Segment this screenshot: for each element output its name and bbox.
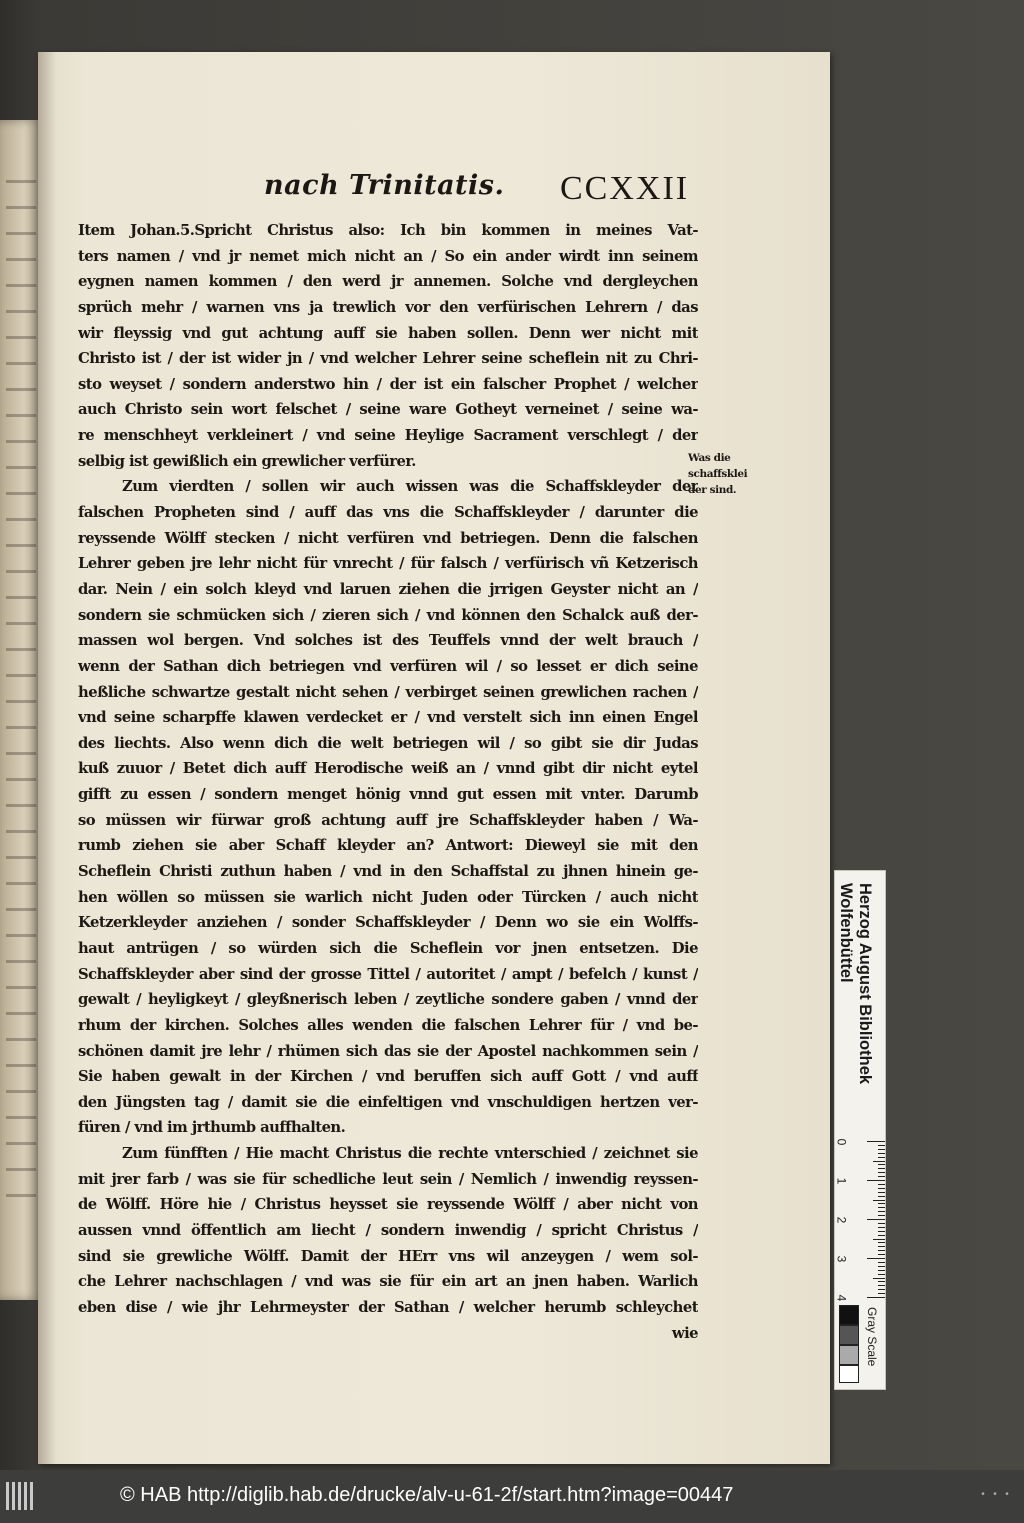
text-line: vnd seine scharpffe klawen verdecket er / vnd verstelt sich inn einen Engel: [78, 709, 698, 727]
ghost-text-line: [6, 882, 36, 885]
text-line: wir fleyssig vnd gut achtung auff sie haben sollen. Denn wer nicht mit: [78, 324, 698, 342]
ghost-text-line: [6, 934, 36, 937]
margin-note: [688, 450, 762, 498]
ghost-text-line: [6, 908, 36, 911]
ruler-tick: [878, 1184, 885, 1185]
text-line: gewalt / heyligkeyt / gleyßnerisch leben / zeytliche sondere gaben / vnnd der: [78, 991, 698, 1009]
ghost-text-line: [6, 492, 36, 495]
ruler-number: 2: [834, 1216, 849, 1224]
ghost-text-line: [6, 258, 36, 261]
ghost-text-line: [6, 674, 36, 677]
ruler-tick: [873, 1200, 885, 1201]
ruler-tick: [878, 1188, 885, 1189]
text-line: sprüch mehr / warnen vns ja trewlich vor den verfürischen Lehrern / das: [78, 298, 698, 316]
text-line: füren / vnd im jrthumb auffhalten.: [78, 1119, 346, 1137]
running-head: nach Trinitatis.: [264, 170, 505, 201]
ghost-text-line: [6, 518, 36, 521]
ruler-tick: [878, 1223, 885, 1224]
ruler-tick: [878, 1293, 885, 1294]
text-line: selbig ist gewißlich ein grewlicher verfürer.: [78, 452, 416, 470]
gray-swatch-light: [839, 1345, 859, 1365]
margin-note-line: Was die: [688, 452, 731, 464]
previous-page-edge: [0, 120, 40, 1300]
text-line: de Wölff. Höre hie / Christus heysset sie reyssende Wölff / aber nicht von: [78, 1196, 698, 1214]
footer-dots: • • •: [979, 1490, 1010, 1501]
ghost-text-line: [6, 778, 36, 781]
ghost-text-line: [6, 1142, 36, 1145]
ruler-tick: [878, 1262, 885, 1263]
ghost-text-line: [6, 466, 36, 469]
ghost-text-line: [6, 1012, 36, 1015]
ruler-tick: [878, 1274, 885, 1275]
ruler-tick: [878, 1285, 885, 1286]
text-line: Zum fünfften / Hie macht Christus die rechte vnterschied / zeichnet sie: [122, 1145, 698, 1163]
ruler-tick: [878, 1250, 885, 1251]
ghost-text-line: [6, 1194, 36, 1197]
gray-scale-card: [839, 1305, 881, 1383]
ruler-tick: [878, 1215, 885, 1216]
gray-scale-label: Gray Scale: [865, 1307, 879, 1367]
ruler-tick: [878, 1266, 885, 1267]
ruler-tick: [873, 1278, 885, 1279]
library-color-strip: [834, 870, 886, 1390]
ghost-text-line: [6, 1090, 36, 1093]
text-line: Item Johan.5.Spricht Christus also: Ich bin kommen in meines Vat-: [78, 222, 698, 239]
text-line: che Lehrer nachschlagen / vnd was sie für ein art an jnen haben. Warlich: [78, 1273, 698, 1291]
text-line: wenn der Sathan dich betriegen vnd verfüren wil / so lesset er dich seine: [78, 657, 698, 675]
ghost-text-line: [6, 388, 36, 391]
text-line: massen wol bergen. Vnd solches ist des Teuffels vnnd der welt brauch /: [78, 632, 698, 650]
ruler-tick: [878, 1153, 885, 1154]
text-line: sind sie grewliche Wölff. Damit der HErr vns wil anzeygen / wem sol-: [78, 1247, 698, 1265]
ghost-text-line: [6, 700, 36, 703]
ruler-tick: [878, 1235, 885, 1236]
margin-note-line: der sind.: [688, 484, 737, 496]
library-name-line: Wolfenbüttel: [837, 883, 855, 983]
text-line: auch Christo sein wort felschet / seine ware Gotheyt verneinet / seine wa-: [78, 401, 698, 419]
text-line: kuß zuuor / Betet dich auff Herodische weiß an / vnnd gibt dir nicht eytel: [78, 760, 698, 778]
text-line: Sie haben gewalt in der Kirchen / vnd beruffen sich auff Gott / vnd auff: [78, 1068, 698, 1086]
text-line: sto weyset / sondern anderstwo hin / der ist ein falscher Prophet / welcher: [78, 375, 698, 393]
page-heading: [38, 170, 830, 210]
text-line: haut antrügen / so würden sich die Scheflein vor jnen entsetzen. Die: [78, 939, 698, 957]
text-line: Christo ist / der ist wider jn / vnd welcher Lehrer seine scheflein nit zu Chri-: [78, 350, 698, 368]
margin-note-line: schaffsklei: [688, 468, 748, 480]
ghost-text-line: [6, 596, 36, 599]
text-line: ters namen / vnd jr nemet mich nicht an / So ein ander wirdt inn seinem: [78, 247, 698, 265]
ruler-tick: [867, 1258, 885, 1259]
ruler-tick: [878, 1149, 885, 1150]
ghost-text-line: [6, 232, 36, 235]
text-line: des liechts. Also wenn dich die welt betriegen wil / so gibt sie dir Judas: [78, 734, 698, 752]
text-line: Scheflein Christi zuthun haben / vnd in den Schaffstal zu jhnen hinein ge-: [78, 863, 698, 881]
text-line: gifft zu essen / sondern menget hönig vnnd gut essen mit vnter. Darumb: [78, 786, 698, 804]
ruler-tick: [878, 1164, 885, 1165]
text-line: den Jüngsten tag / damit sie die einfeltigen vnd vnschuldigen hertzen ver-: [78, 1093, 698, 1111]
ghost-text-line: [6, 1064, 36, 1067]
footer-bar: [0, 1470, 1024, 1523]
ghost-text-line: [6, 1116, 36, 1119]
ruler-tick: [873, 1161, 885, 1162]
text-line: eben dise / wie jhr Lehrmeyster der Sathan / welcher herumb schleychet: [78, 1298, 698, 1316]
text-line: Ketzerkleyder anziehen / sonder Schaffskleyder / Denn wo sie ein Wolffs-: [78, 914, 698, 932]
ruler-tick: [878, 1254, 885, 1255]
ghost-text-line: [6, 622, 36, 625]
ruler-tick: [878, 1203, 885, 1204]
ruler-tick: [878, 1231, 885, 1232]
ruler-tick: [878, 1176, 885, 1177]
ruler-tick: [878, 1281, 885, 1282]
ruler-tick: [878, 1157, 885, 1158]
text-line: aussen vnnd öffentlich am liecht / sondern inwendig / spricht Christus /: [78, 1221, 698, 1239]
gray-swatch-white: [839, 1365, 859, 1383]
text-line: Lehrer geben jre lehr nicht für vnrecht / für falsch / verfürisch vñ Ketzerisch: [78, 555, 698, 573]
ghost-text-line: [6, 726, 36, 729]
text-line: so müssen wir fürwar groß achtung auff jre Schaffskleyder haben / Wa-: [78, 811, 698, 829]
book-page: [38, 52, 830, 1464]
folio-number: CCXXII: [560, 170, 690, 207]
text-line: eygnen namen kommen / den werd jr annemen. Solche vnd dergleychen: [78, 273, 698, 291]
text-line: Zum vierdten / sollen wir auch wissen was die Schaffskleyder der: [122, 478, 698, 496]
body-text: [78, 218, 698, 1346]
library-name: [836, 883, 874, 1084]
text-line: heßliche schwartze gestalt nicht sehen / verbirget seinen grewlichen rachen /: [78, 683, 698, 701]
ghost-text-line: [6, 856, 36, 859]
ghost-text-line: [6, 804, 36, 807]
ghost-text-line: [6, 206, 36, 209]
ruler-tick: [873, 1239, 885, 1240]
ruler-number: 3: [834, 1255, 849, 1263]
ghost-text-line: [6, 336, 36, 339]
ghost-text-line: [6, 830, 36, 833]
ruler-number: 4: [834, 1294, 849, 1302]
ghost-text-line: [6, 414, 36, 417]
text-line: dar. Nein / ein solch kleyd vnd laruen ziehen die jrrigen Geyster nicht an /: [78, 580, 698, 598]
gray-swatch-black: [839, 1305, 859, 1325]
text-line: schönen damit jre lehr / rhümen sich das sie der Apostel nachkommen sein /: [78, 1042, 698, 1060]
ruler-tick: [878, 1192, 885, 1193]
copyright-link[interactable]: © HAB http://diglib.hab.de/drucke/alv-u-61-2f/start.htm?image=00447: [120, 1484, 734, 1506]
ghost-text-line: [6, 648, 36, 651]
ghost-text-line: [6, 440, 36, 443]
ghost-text-line: [6, 1038, 36, 1041]
text-line: hen wöllen so müssen sie warlich nicht Juden oder Türcken / auch nicht: [78, 888, 698, 906]
text-line: Schaffskleyder aber sind der grosse Tittel / autoritet / ampt / befelch / kunst /: [78, 965, 698, 983]
ruler-tick: [878, 1246, 885, 1247]
ruler-tick: [878, 1242, 885, 1243]
ruler-tick: [878, 1145, 885, 1146]
ghost-text-line: [6, 544, 36, 547]
ruler-number: 0: [834, 1138, 849, 1146]
measurement-ruler: [834, 1138, 885, 1302]
text-line: rhum der kirchen. Solches alles wenden die falschen Lehrer für / vnd be-: [78, 1016, 698, 1034]
ruler-tick: [878, 1227, 885, 1228]
text-line: re menschheyt verkleinert / vnd seine Heylige Sacrament verschlegt / der: [78, 427, 698, 445]
gray-swatch-dark: [839, 1325, 859, 1345]
ruler-tick: [878, 1207, 885, 1208]
ruler-tick: [867, 1297, 885, 1298]
ghost-text-line: [6, 180, 36, 183]
text-line: wie: [671, 1324, 698, 1342]
ruler-tick: [878, 1172, 885, 1173]
text-line: falschen Propheten sind / auff das vns die Schaffskleyder / darunter die: [78, 504, 698, 522]
ruler-tick: [867, 1180, 885, 1181]
ghost-text-line: [6, 310, 36, 313]
ghost-text-line: [6, 986, 36, 989]
ruler-tick: [878, 1196, 885, 1197]
hab-logo-icon: [6, 1482, 34, 1510]
ruler-tick: [878, 1168, 885, 1169]
ruler-tick: [878, 1289, 885, 1290]
ghost-text-line: [6, 1168, 36, 1171]
library-name-line: Herzog August Bibliothek: [856, 883, 874, 1085]
text-line: sondern sie schmücken sich / zieren sich / vnd können den Schalck auß der-: [78, 606, 698, 624]
ruler-number: 1: [834, 1177, 849, 1185]
ruler-tick: [867, 1141, 885, 1142]
ghost-text-line: [6, 284, 36, 287]
text-line: rumb ziehen sie aber Schaff kleyder an? Antwort: Dieweyl sie mit den: [78, 837, 698, 855]
ruler-tick: [867, 1219, 885, 1220]
ruler-tick: [878, 1270, 885, 1271]
text-line: mit jrer farb / was sie für schedliche leut sein / Nemlich / inwendig reyssen-: [78, 1170, 698, 1188]
ghost-text-line: [6, 570, 36, 573]
text-line: reyssende Wölff stecken / nicht verfüren vnd betriegen. Denn die falschen: [78, 529, 698, 547]
ghost-text-line: [6, 362, 36, 365]
ruler-tick: [878, 1211, 885, 1212]
ghost-text-line: [6, 960, 36, 963]
ghost-text-line: [6, 752, 36, 755]
